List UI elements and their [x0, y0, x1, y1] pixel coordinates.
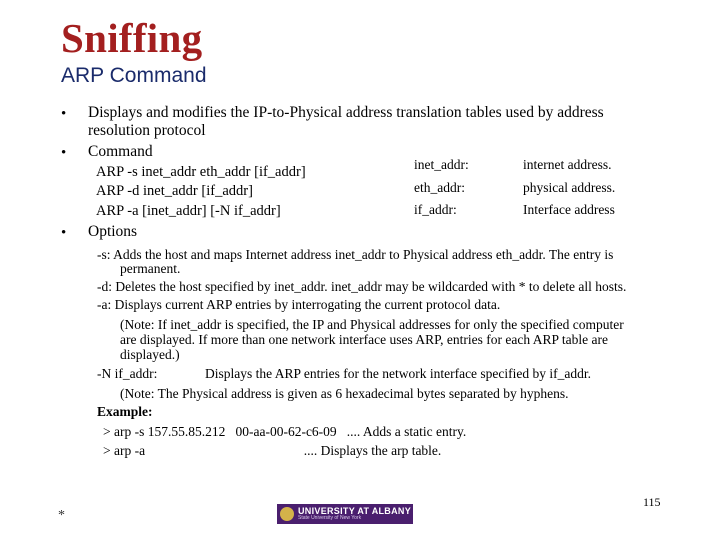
- slide-subtitle: ARP Command: [61, 64, 207, 87]
- bullet-dot: •: [61, 106, 67, 122]
- option-text: Displays current ARP entries by interrogating the current protocol data.: [111, 297, 501, 312]
- option-text: Adds the host and maps Internet address inet_addr to Physical address eth_addr. The entry is: [110, 247, 614, 262]
- syntax-line: ARP -a [inet_addr] [-N if_addr]: [96, 203, 281, 219]
- example-label: Example:: [97, 404, 153, 419]
- bullet-2-text: Command: [88, 143, 153, 160]
- option-s-line-2: permanent.: [120, 261, 181, 276]
- option-a: [97, 297, 500, 313]
- param-desc: Interface address: [523, 202, 615, 217]
- param-name: eth_addr:: [414, 180, 465, 195]
- note-2: (Note: The Physical address is given as 6 hexadecimal bytes separated by hyphens.: [120, 386, 569, 401]
- footer-star: *: [58, 508, 65, 523]
- seal-icon: [280, 507, 294, 521]
- university-logo: [277, 504, 413, 524]
- param-desc: physical address.: [523, 180, 616, 195]
- note-1-line-2: are displayed. If more than one network interface uses ARP, entries for each ARP table are: [120, 332, 608, 347]
- logo-subtext: State University of New York: [298, 515, 362, 521]
- example-line: > arp -a .... Displays the arp table.: [103, 443, 442, 458]
- syntax-line: ARP -d inet_addr [if_addr]: [96, 183, 253, 199]
- bullet-1-line-2: resolution protocol: [88, 122, 206, 139]
- bullet-1-line-1: Displays and modifies the IP-to-Physical address translation tables used by address: [88, 104, 604, 121]
- slide-title: Sniffing: [61, 15, 203, 61]
- param-name: inet_addr:: [414, 157, 469, 172]
- param-name: if_addr:: [414, 202, 457, 217]
- bullet-dot: •: [61, 225, 67, 241]
- note-1-line-1: (Note: If inet_addr is specified, the IP and Physical addresses for only the specified computer: [120, 317, 624, 332]
- bullet-3-text: Options: [88, 223, 138, 240]
- bullet-dot: •: [61, 145, 67, 161]
- note-1-line-3: displayed.): [120, 347, 180, 362]
- option-flag: -s:: [97, 247, 111, 262]
- logo-text: UNIVERSITY AT ALBANY: [298, 506, 412, 516]
- option-flag: -d:: [97, 279, 112, 294]
- example-line: > arp -s 157.55.85.212 00-aa-00-62-c6-09 .... Adds a static entry.: [103, 424, 467, 439]
- option-text: Deletes the host specified by inet_addr. inet_addr may be wildcarded with * to delete all hosts.: [112, 279, 627, 294]
- param-desc: internet address.: [523, 157, 612, 172]
- page-number: 115: [643, 495, 661, 509]
- syntax-line: ARP -s inet_addr eth_addr [if_addr]: [96, 164, 306, 180]
- option-n-text: Displays the ARP entries for the network interface specified by if_addr.: [205, 366, 592, 381]
- option-d: [97, 279, 626, 295]
- option-flag: -a:: [97, 297, 112, 312]
- option-n-flag: -N if_addr:: [97, 366, 158, 381]
